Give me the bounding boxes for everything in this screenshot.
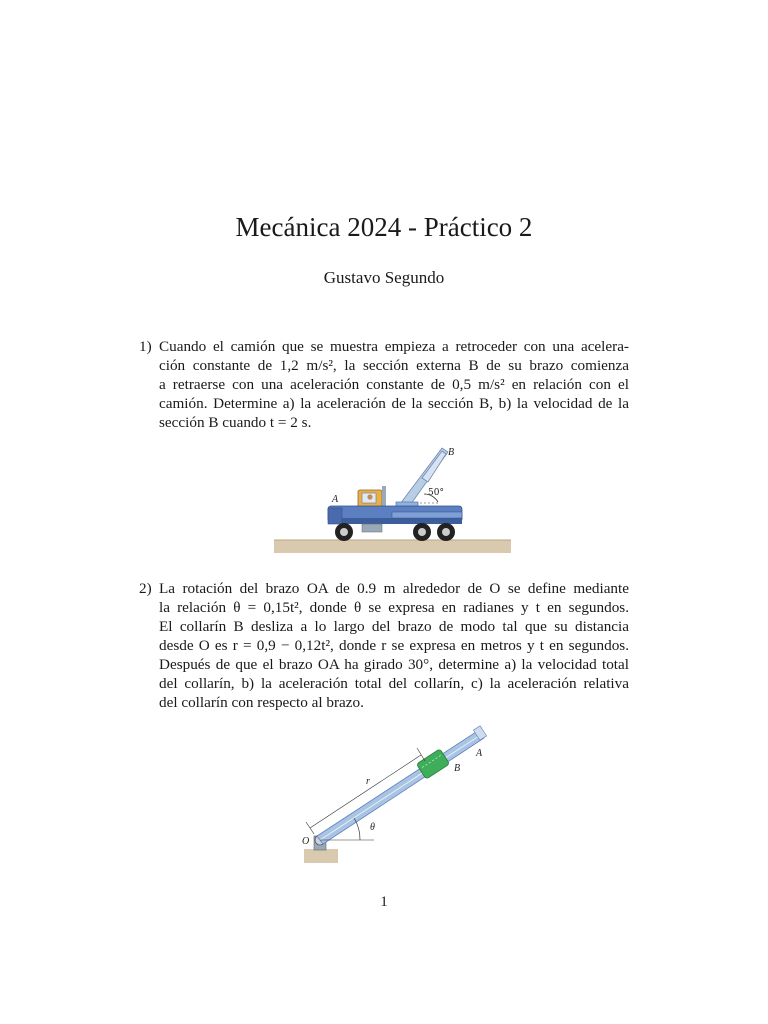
text-line: La rotación del brazo OA de 0.9 m alrededor de O se define mediante — [159, 580, 629, 597]
text-line: del collarín con respecto al brazo. — [159, 694, 364, 711]
text-line: El collarín B desliza a lo largo del brazo de modo tal que su distancia — [159, 618, 629, 635]
document-title: Mecánica 2024 - Práctico 2 — [235, 212, 533, 242]
label-O: O — [302, 836, 310, 847]
text-line: desde O es r = 0,9 − 0,12t², donde r se expresa en metros y t en segundos. — [159, 637, 629, 654]
problem-text — [159, 579, 629, 712]
problem-number: 2) — [139, 580, 152, 597]
text-line: sección B cuando t = 2 s. — [159, 414, 312, 431]
text-line: la relación θ = 0,15t², donde θ se expresa en radianes y t en segundos. — [159, 599, 629, 616]
angle-label: 50° — [428, 488, 444, 498]
problem-text — [159, 337, 629, 432]
ground — [274, 540, 511, 553]
text-line: a retraerse con una aceleración constante de 0,5 m/s² en relación con el — [159, 376, 629, 393]
page-number: 1 — [380, 894, 388, 910]
text-line: camión. Determine a) la aceleración de la sección B, b) la velocidad de la — [159, 395, 629, 412]
arm-collar-figure — [296, 724, 496, 866]
problem-number: 1) — [139, 338, 152, 355]
label-B: B — [454, 763, 461, 774]
label-A: A — [332, 494, 339, 505]
pivot-base — [304, 849, 338, 863]
r-dimension — [306, 748, 425, 834]
arm-OA — [317, 726, 487, 844]
problem-2 — [139, 579, 629, 712]
label-B: B — [448, 447, 455, 458]
label-r: r — [366, 776, 370, 787]
text-line: ción constante de 1,2 m/s², la sección externa B de su brazo comienza — [159, 357, 629, 374]
problem-1 — [139, 337, 629, 432]
truck-boom — [396, 448, 448, 512]
author-name: Gustavo Segundo — [323, 268, 445, 287]
text-line: del collarín, b) la aceleración total del collarín, c) la aceleración relativa — [159, 675, 629, 692]
truck-wheels — [335, 523, 455, 541]
label-theta: θ — [370, 822, 375, 833]
text-line: Cuando el camión que se muestra empieza a retroceder con una acelera- — [159, 338, 629, 355]
truck-figure — [272, 442, 514, 556]
label-A: A — [476, 748, 483, 759]
text-line: Después de que el brazo OA ha girado 30°, determine a) la velocidad total — [159, 656, 629, 673]
